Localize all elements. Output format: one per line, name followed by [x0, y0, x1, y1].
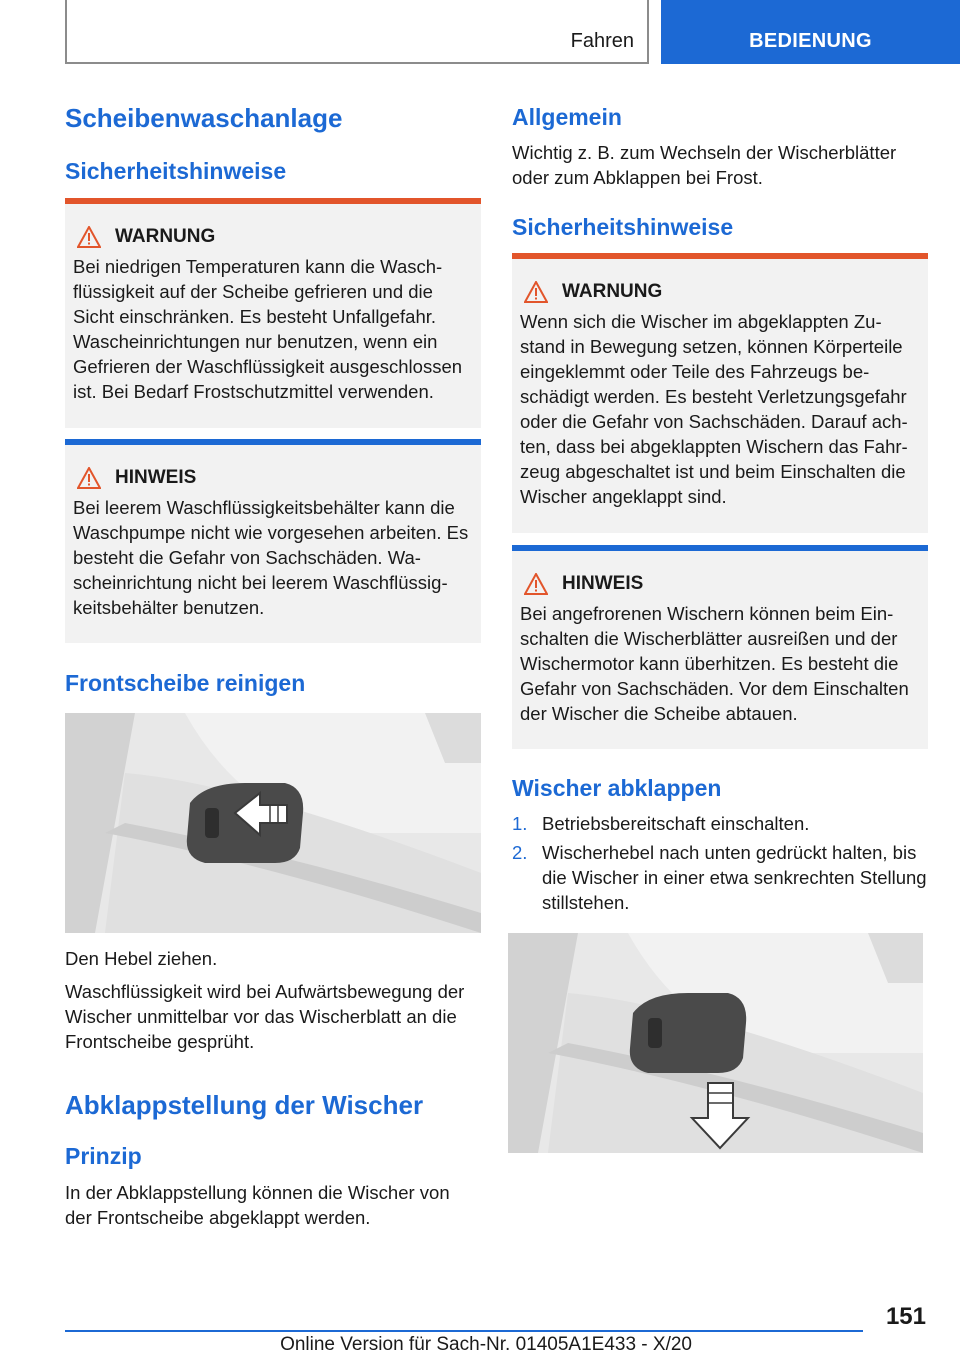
principle-text: In der Abklappstellung können die Wischer von der Frontscheibe abgeklappt werden. [65, 1182, 450, 1228]
warning-header [73, 226, 473, 248]
heading-sicherheitshinweise-right: Sicherheitshinweise [512, 214, 734, 240]
hint-header [73, 467, 473, 489]
hint-box-left [65, 439, 481, 643]
warning-label: WARNUNG [115, 226, 216, 247]
warning-box-left [65, 198, 481, 428]
step-number: 1. [512, 813, 528, 834]
heading-wischer-abklappen: Wischer abklappen [512, 775, 722, 801]
general-text: Wichtig z. B. zum Wechseln der Wischerblätter oder zum Abklappen bei Frost. [512, 142, 897, 188]
warning-text: Wenn sich die Wischer im abgeklappten Zustand in Bewegung setzen, können Körperteile eingeklemmt oder Teile des Fahrzeugs beschädigt werden. Es besteht Verletzungsgefahr oder die Gefahr von Sachschäden. Darauf achten, dass bei abgeklappten Wischern das Fahrzeug abgeschaltet ist und beim Einschalten die Wischer angeklappt sind. [520, 311, 908, 507]
lever-pull-image [65, 713, 481, 933]
step-text: Wischerhebel nach unten gedrückt halten, bis die Wischer in einer etwa senkrechten Stellung stillstehen. [542, 842, 927, 913]
step-text: Betriebsbereitschaft einschalten. [542, 813, 810, 834]
hint-text: Bei angefrorenen Wischern können beim Einschalten die Wischerblätter ausreißen und der Wischermotor kann überhitzen. Es besteht die Gefahr von Sachschäden. Vor dem Einschalten der Wischer die Scheibe abtauen. [520, 603, 909, 724]
list-item [512, 811, 928, 836]
list-item [512, 840, 928, 915]
front-paragraph-1: Den Hebel ziehen. [65, 948, 218, 969]
header-tab-bedienung[interactable]: BEDIENUNG [661, 0, 960, 64]
section-title-scheibenwaschanlage: Scheibenwaschanlage [65, 103, 343, 133]
steps-list [512, 811, 928, 919]
warning-triangle-icon [524, 281, 548, 303]
warning-triangle-icon [524, 573, 548, 595]
heading-allgemein: Allgemein [512, 104, 622, 130]
footer-divider [65, 1330, 863, 1332]
lever-push-down-illustration [508, 933, 923, 1153]
hint-text: Bei leerem Waschflüssigkeitsbehälter kann die Waschpumpe nicht wie vorgesehen arbeiten. Es besteht die Gefahr von Sachschäden. Wascheinrichtung nicht bei leerem Waschflüssigkeitsbehälter benutzen. [73, 497, 469, 618]
lever-pull-illustration [65, 713, 481, 933]
hint-header [520, 573, 920, 595]
section-title-abklappstellung: Abklappstellung der Wischer [65, 1090, 424, 1120]
header-box [65, 0, 649, 64]
heading-sicherheitshinweise-left: Sicherheitshinweise [65, 158, 287, 184]
warning-triangle-icon [77, 226, 101, 248]
footer-online-version: Online Version für Sach-Nr. 01405A1E433 - X/20 [280, 1334, 692, 1355]
heading-frontscheibe-reinigen: Frontscheibe reinigen [65, 670, 306, 696]
lever-push-image [508, 933, 923, 1153]
warning-triangle-icon [77, 467, 101, 489]
warning-label: WARNUNG [562, 281, 663, 302]
warning-header [520, 281, 920, 303]
warning-text: Bei niedrigen Temperaturen kann die Waschflüssigkeit auf der Scheibe gefrieren und die Sicht einschränken. Es besteht Unfallgefahr. Wascheinrichtungen nur benutzen, wenn ein Gefrieren der Waschflüssigkeit ausgeschlossen ist. Bei Bedarf Frostschutzmittel verwenden. [73, 256, 463, 402]
hint-box-right [512, 545, 928, 749]
warning-box-right [512, 253, 928, 533]
front-paragraph-2: Waschflüssigkeit wird bei Aufwärtsbewegung der Wischer unmittelbar vor das Wischerblatt an die Frontscheibe gesprüht. [65, 981, 465, 1052]
step-number: 2. [512, 842, 528, 863]
page-number: 151 [885, 1303, 926, 1330]
heading-prinzip: Prinzip [65, 1143, 142, 1169]
hint-label: HINWEIS [115, 467, 197, 488]
hint-label: HINWEIS [562, 573, 644, 594]
header-section-label[interactable]: Fahren [570, 30, 634, 52]
